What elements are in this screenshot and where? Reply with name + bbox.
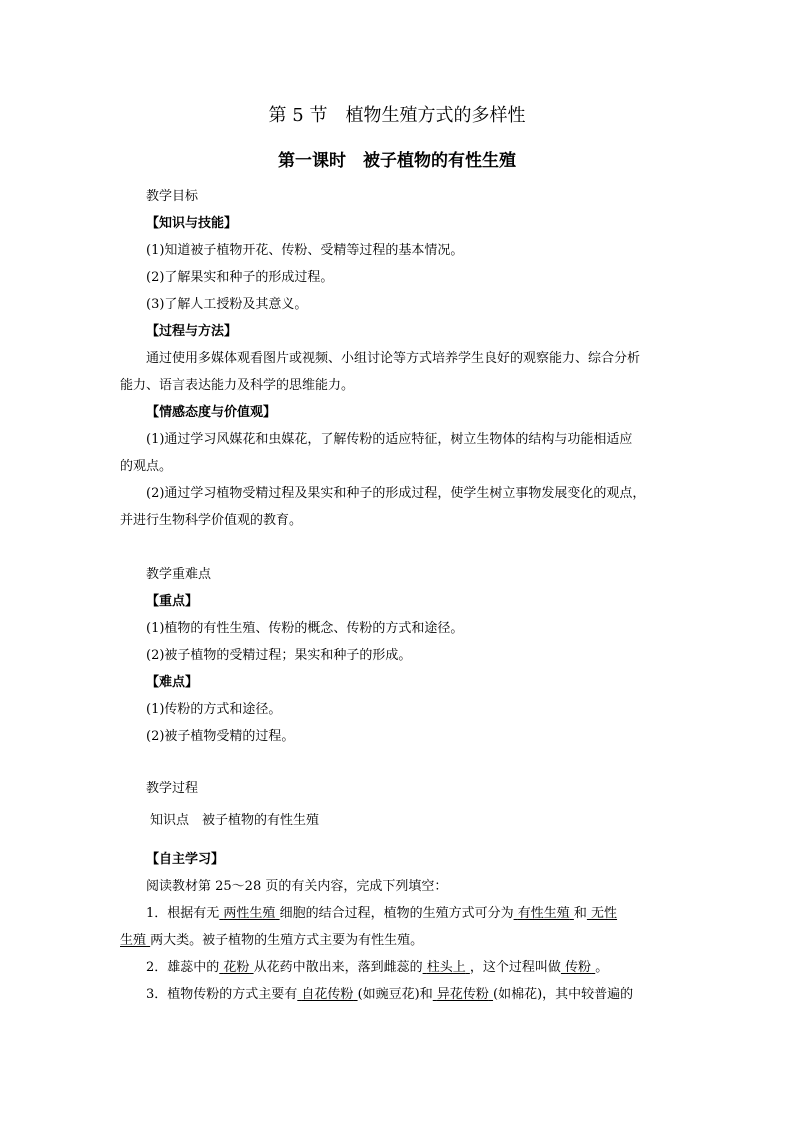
q1-text-2: 细胞的结合过程，植物的生殖方式可分为 xyxy=(279,906,514,921)
q1-answer-2: 有性生殖 xyxy=(517,906,570,921)
self-study-intro: 阅读教材第 25～28 页的有关内容，完成下列填空： xyxy=(146,879,448,894)
emotion-item-1a: (1)通过学习风媒花和虫媒花，了解传粉的适应特征，树立生物体的结构与功能相适应 xyxy=(146,432,633,447)
knowledge-heading: 【知识与技能】 xyxy=(146,216,238,231)
difficulty-heading: 教学重难点 xyxy=(146,567,212,582)
key-item-1: (1)植物的有性生殖、传粉的概念、传粉的方式和途径。 xyxy=(146,621,464,636)
q1-answer-1: 两性生殖 xyxy=(223,906,276,921)
question-3 xyxy=(146,986,676,1003)
q1-text-4: 两大类。被子植物的生殖方式主要为有性生殖。 xyxy=(150,933,424,948)
q3-answer-2: 异花传粉 xyxy=(436,987,489,1002)
emotion-heading: 【情感态度与价值观】 xyxy=(146,405,277,420)
q2-text-1: 2．雄蕊中的 xyxy=(146,960,220,975)
hard-item-1: (1)传粉的方式和途径。 xyxy=(146,702,282,717)
knowledge-item-1: (1)知道被子植物开花、传粉、受精等过程的基本情况。 xyxy=(146,243,464,258)
key-heading: 【重点】 xyxy=(146,594,199,609)
q2-text-2: 从花药中散出来，落到雌蕊的 xyxy=(253,960,423,975)
q1-text-1: 1．根据有无 xyxy=(146,906,220,921)
key-item-2: (2)被子植物的受精过程；果实和种子的形成。 xyxy=(146,648,412,663)
q3-text-1: 3．植物传粉的方式主要有 xyxy=(146,987,298,1002)
q3-answer-1: 自花传粉 xyxy=(301,987,354,1002)
process-method-heading: 【过程与方法】 xyxy=(146,324,238,339)
goals-heading: 教学目标 xyxy=(146,189,199,204)
question-2 xyxy=(146,959,676,976)
q2-text-4: 。 xyxy=(595,960,609,975)
emotion-item-2b: 并进行生物科学价值观的教育。 xyxy=(120,513,303,528)
q3-text-2: (如豌豆花)和 xyxy=(357,987,433,1002)
section-title: 第 5 节 植物生殖方式的多样性 xyxy=(268,105,526,126)
q3-text-3: (如棉花)，其中较普遍的 xyxy=(493,987,634,1002)
lesson-title: 第一课时 被子植物的有性生殖 xyxy=(278,151,516,171)
process-method-text-2: 能力、语言表达能力及科学的思维能力。 xyxy=(120,378,355,393)
emotion-item-2a: (2)通过学习植物受精过程及果实和种子的形成过程，使学生树立事物发展变化的观点， xyxy=(146,486,646,501)
question-1-line-1 xyxy=(146,905,676,922)
hard-heading: 【难点】 xyxy=(146,675,199,690)
q1-text-3: 和 xyxy=(573,906,587,921)
question-1-line-2 xyxy=(120,932,676,949)
knowledge-item-2: (2)了解果实和种子的形成过程。 xyxy=(146,270,334,285)
self-study-heading: 【自主学习】 xyxy=(146,852,225,867)
q1-answer-3b: 生殖 xyxy=(120,933,147,948)
knowledge-item-3: (3)了解人工授粉及其意义。 xyxy=(146,297,308,312)
emotion-item-1b: 的观点。 xyxy=(120,459,173,474)
knowledge-point: 知识点 被子植物的有性生殖 xyxy=(150,813,320,828)
q1-answer-3a: 无性 xyxy=(591,906,618,921)
hard-item-2: (2)被子植物受精的过程。 xyxy=(146,729,295,744)
q2-answer-2: 柱头上 xyxy=(426,960,466,975)
q2-text-3: ，这个过程叫做 xyxy=(469,960,561,975)
q2-answer-3: 传粉 xyxy=(565,960,592,975)
process-method-text-1: 通过使用多媒体观看图片或视频、小组讨论等方式培养学生良好的观察能力、综合分析 xyxy=(146,351,641,366)
q2-answer-1: 花粉 xyxy=(223,960,250,975)
teaching-process-heading: 教学过程 xyxy=(146,781,199,796)
